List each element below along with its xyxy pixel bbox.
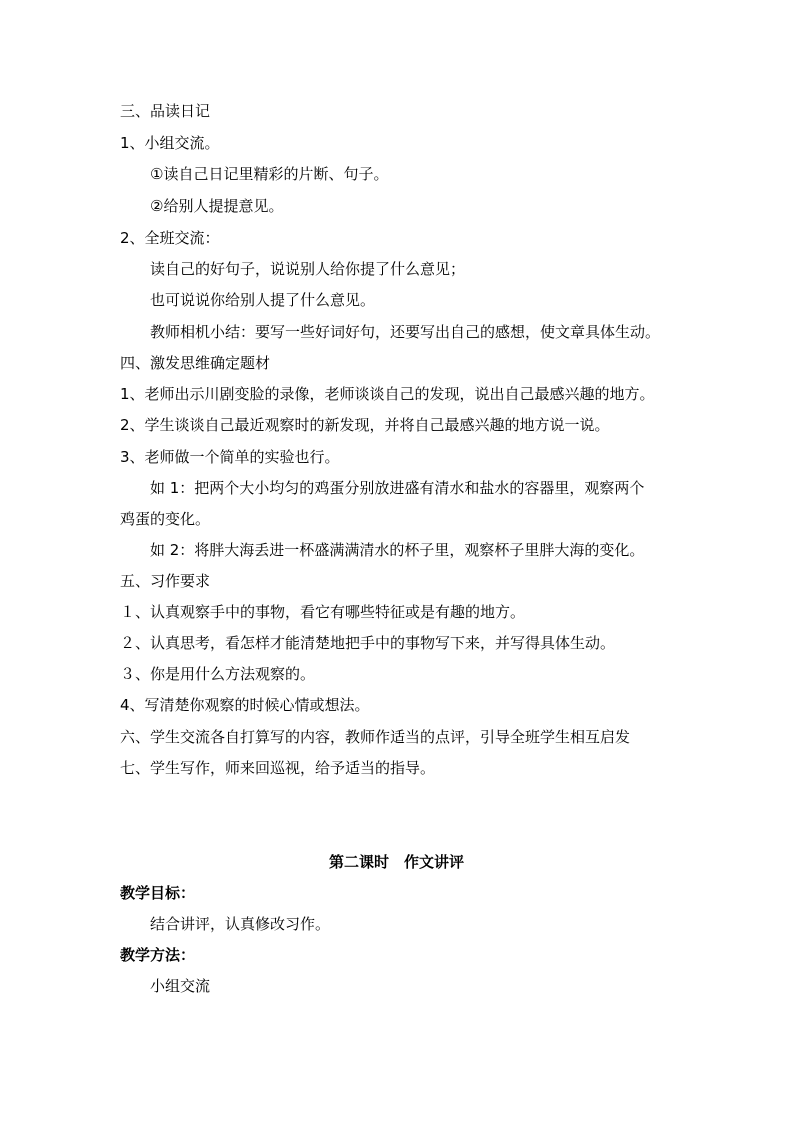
section-3-heading: 三、品读日记: [120, 102, 211, 120]
section-5-item-2: ２、认真思考，看怎样才能清楚地把手中的事物写下来，并写得具体生动。: [120, 634, 616, 652]
section-3-item-1b: ②给别人提提意见。: [150, 197, 284, 215]
section-3-item-1: 1、小组交流。: [120, 134, 220, 152]
teaching-method-text: 小组交流: [150, 977, 211, 995]
section-3-item-2: 2、全班交流：: [120, 229, 220, 247]
section-5-item-3: ３、你是用什么方法观察的。: [120, 665, 316, 683]
lesson-2-title: 第二课时 作文讲评: [328, 853, 464, 871]
section-6-text: 六、学生交流各自打算写的内容，教师作适当的点评，引导全班学生相互启发: [120, 728, 631, 746]
teaching-goal-text: 结合讲评，认真修改习作。: [150, 915, 331, 933]
section-4-item-3a-line1: 如 1：把两个大小均匀的鸡蛋分别放进盛有清水和盐水的容器里，观察两个: [150, 479, 645, 497]
section-5-item-1: １、认真观察手中的事物，看它有哪些特征或是有趣的地方。: [120, 603, 526, 621]
section-4-item-3a-line2: 鸡蛋的变化。: [120, 510, 211, 528]
section-5-item-4: 4、写清楚你观察的时候心情或想法。: [120, 696, 370, 714]
section-4-item-2: 2、学生谈谈自己最近观察时的新发现，并将自己最感兴趣的地方说一说。: [120, 416, 610, 434]
section-3-item-2a: 读自己的好句子，说说别人给你提了什么意见；: [150, 260, 466, 278]
section-3-item-1a: ①读自己日记里精彩的片断、句子。: [150, 165, 389, 183]
teaching-method-label: 教学方法：: [120, 946, 196, 964]
teaching-goal-label: 教学目标：: [120, 884, 196, 902]
section-4-heading: 四、激发思维确定题材: [120, 354, 271, 372]
section-3-item-2b: 也可说说你给别人提了什么意见。: [150, 291, 376, 309]
section-4-item-3b: 如 2：将胖大海丢进一杯盛满满清水的杯子里，观察杯子里胖大海的变化。: [150, 541, 645, 559]
section-3-item-2c: 教师相机小结：要写一些好词好句，还要写出自己的感想，使文章具体生动。: [150, 323, 661, 341]
section-4-item-3: 3、老师做一个简单的实验也行。: [120, 448, 340, 466]
section-7-text: 七、学生写作，师来回巡视，给予适当的指导。: [120, 759, 436, 777]
section-5-heading: 五、习作要求: [120, 572, 211, 590]
section-4-item-1: 1、老师出示川剧变脸的录像，老师谈谈自己的发现，说出自己最感兴趣的地方。: [120, 385, 655, 403]
